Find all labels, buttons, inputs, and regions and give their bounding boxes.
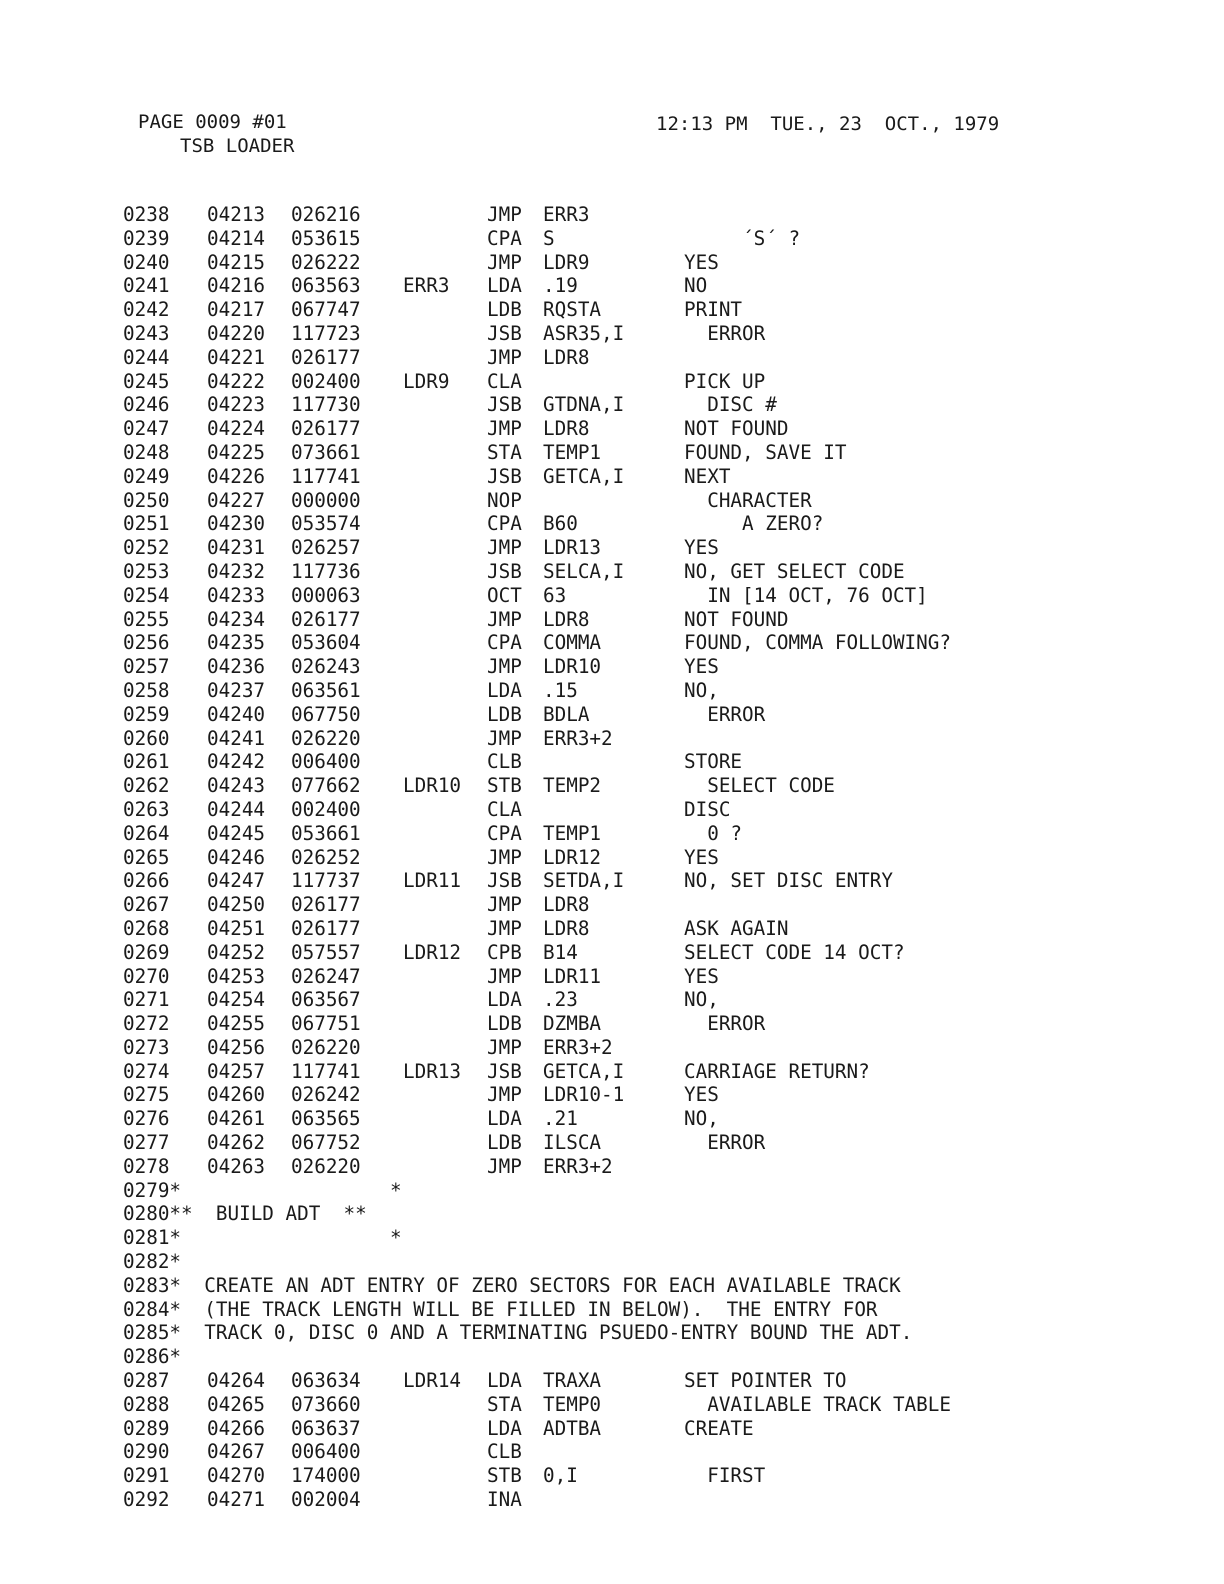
comment: NO, GET SELECT CODE <box>684 559 905 583</box>
opcode: JMP <box>487 1083 522 1107</box>
operand: ERR3+2 <box>543 1154 613 1178</box>
operand: ERR3+2 <box>543 726 613 750</box>
address: 04234 <box>207 607 266 631</box>
opcode: JMP <box>487 345 522 369</box>
operand: LDR8 <box>543 417 590 441</box>
line-number: 0265 <box>123 845 170 869</box>
operand: ERR3+2 <box>543 1035 613 1059</box>
address: 04230 <box>207 512 266 536</box>
line-number: 0251 <box>123 512 170 536</box>
comment: NO, <box>684 1107 719 1131</box>
address: 04220 <box>207 321 266 345</box>
address: 04262 <box>207 1131 266 1155</box>
line-number: 0246 <box>123 393 170 417</box>
address: 04256 <box>207 1035 266 1059</box>
object-code: 026177 <box>291 893 361 917</box>
comment: STORE <box>684 750 743 774</box>
line-number: 0290 <box>123 1440 170 1464</box>
opcode: JSB <box>487 869 522 893</box>
address: 04233 <box>207 583 266 607</box>
line-number: 0275 <box>123 1083 170 1107</box>
opcode: STA <box>487 440 522 464</box>
comment: ERROR <box>684 1131 766 1155</box>
comment: NO <box>684 274 708 298</box>
operand: 63 <box>543 583 567 607</box>
line-number: 0287 <box>123 1369 170 1393</box>
object-code: 063565 <box>291 1107 361 1131</box>
operand: SETDA,I <box>543 869 625 893</box>
object-code: 063567 <box>291 988 361 1012</box>
comment: NOT FOUND <box>684 607 789 631</box>
line-number: 0245 <box>123 369 170 393</box>
object-code: 053604 <box>291 631 361 655</box>
label: LDR10 <box>403 774 462 798</box>
label: LDR13 <box>403 1059 462 1083</box>
operand: .21 <box>543 1107 578 1131</box>
operand: LDR8 <box>543 345 590 369</box>
line-number: 0288 <box>123 1392 170 1416</box>
opcode: CPA <box>487 821 522 845</box>
line-number: 0268 <box>123 916 170 940</box>
line-number: 0269 <box>123 940 170 964</box>
operand: GETCA,I <box>543 464 625 488</box>
address: 04247 <box>207 869 266 893</box>
address: 04243 <box>207 774 266 798</box>
comment: ASK AGAIN <box>684 916 789 940</box>
label: ERR3 <box>403 274 450 298</box>
opcode: LDB <box>487 1131 522 1155</box>
address: 04237 <box>207 678 266 702</box>
comment-text: 0284* (THE TRACK LENGTH WILL BE FILLED IN BELOW). THE ENTRY FOR <box>123 1297 878 1321</box>
opcode: OCT <box>487 583 522 607</box>
object-code: 077662 <box>291 774 361 798</box>
object-code: 002004 <box>291 1488 361 1512</box>
address: 04242 <box>207 750 266 774</box>
address: 04213 <box>207 203 266 226</box>
opcode: JMP <box>487 607 522 631</box>
comment: DISC # <box>684 393 777 417</box>
operand: GTDNA,I <box>543 393 625 417</box>
opcode: LDA <box>487 274 522 298</box>
line-number: 0263 <box>123 797 170 821</box>
line-number: 0249 <box>123 464 170 488</box>
comment-text: 0286* <box>123 1345 182 1369</box>
opcode: JMP <box>487 655 522 679</box>
address: 04241 <box>207 726 266 750</box>
address: 04214 <box>207 226 266 250</box>
address: 04263 <box>207 1154 266 1178</box>
comment: FOUND, SAVE IT <box>684 440 847 464</box>
line-number: 0241 <box>123 274 170 298</box>
address: 04223 <box>207 393 266 417</box>
line-number: 0271 <box>123 988 170 1012</box>
operand: ERR3 <box>543 203 590 226</box>
line-number: 0291 <box>123 1464 170 1488</box>
opcode: NOP <box>487 488 522 512</box>
object-code: 026222 <box>291 250 361 274</box>
operand: S <box>543 226 555 250</box>
comment: YES <box>684 655 719 679</box>
comment: YES <box>684 250 719 274</box>
opcode: LDA <box>487 1107 522 1131</box>
object-code: 026220 <box>291 726 361 750</box>
address: 04231 <box>207 536 266 560</box>
comment: NO, <box>684 988 719 1012</box>
object-code: 002400 <box>291 797 361 821</box>
operand: DZMBA <box>543 1012 602 1036</box>
opcode: JMP <box>487 1035 522 1059</box>
object-code: 063634 <box>291 1369 361 1393</box>
opcode: JMP <box>487 250 522 274</box>
line-number: 0254 <box>123 583 170 607</box>
comment: FOUND, COMMA FOLLOWING? <box>684 631 951 655</box>
object-code: 117741 <box>291 1059 361 1083</box>
comment: 0 ? <box>684 821 743 845</box>
address: 04217 <box>207 298 266 322</box>
opcode: JMP <box>487 845 522 869</box>
comment: PRINT <box>684 298 743 322</box>
comment: DISC <box>684 797 731 821</box>
operand: LDR12 <box>543 845 602 869</box>
address: 04257 <box>207 1059 266 1083</box>
operand: TEMP2 <box>543 774 602 798</box>
line-number: 0256 <box>123 631 170 655</box>
object-code: 000063 <box>291 583 361 607</box>
address: 04264 <box>207 1369 266 1393</box>
address: 04270 <box>207 1464 266 1488</box>
opcode: STB <box>487 1464 522 1488</box>
line-number: 0267 <box>123 893 170 917</box>
opcode: JSB <box>487 393 522 417</box>
object-code: 026220 <box>291 1154 361 1178</box>
opcode: CLB <box>487 1440 522 1464</box>
operand: 0,I <box>543 1464 578 1488</box>
opcode: JSB <box>487 464 522 488</box>
line-number: 0260 <box>123 726 170 750</box>
opcode: CPA <box>487 631 522 655</box>
address: 04224 <box>207 417 266 441</box>
object-code: 053661 <box>291 821 361 845</box>
opcode: JMP <box>487 1154 522 1178</box>
comment: ´S´ ? <box>684 226 801 250</box>
object-code: 026252 <box>291 845 361 869</box>
address: 04225 <box>207 440 266 464</box>
line-number: 0243 <box>123 321 170 345</box>
program-title: TSB LOADER <box>180 135 295 157</box>
opcode: CPB <box>487 940 522 964</box>
address: 04235 <box>207 631 266 655</box>
address: 04222 <box>207 369 266 393</box>
operand: RQSTA <box>543 298 602 322</box>
operand: .15 <box>543 678 578 702</box>
line-number: 0252 <box>123 536 170 560</box>
address: 04255 <box>207 1012 266 1036</box>
object-code: 117737 <box>291 869 361 893</box>
operand: LDR8 <box>543 607 590 631</box>
opcode: LDB <box>487 702 522 726</box>
line-number: 0248 <box>123 440 170 464</box>
opcode: CPA <box>487 512 522 536</box>
line-number: 0289 <box>123 1416 170 1440</box>
comment: CARRIAGE RETURN? <box>684 1059 870 1083</box>
address: 04251 <box>207 916 266 940</box>
comment: NO, SET DISC ENTRY <box>684 869 893 893</box>
comment: ERROR <box>684 702 766 726</box>
operand: GETCA,I <box>543 1059 625 1083</box>
address: 04271 <box>207 1488 266 1512</box>
line-number: 0240 <box>123 250 170 274</box>
comment: SELECT CODE <box>684 774 835 798</box>
object-code: 026177 <box>291 916 361 940</box>
opcode: JMP <box>487 964 522 988</box>
opcode: CLA <box>487 369 522 393</box>
line-number: 0253 <box>123 559 170 583</box>
comment: YES <box>684 536 719 560</box>
object-code: 073660 <box>291 1392 361 1416</box>
line-number: 0272 <box>123 1012 170 1036</box>
line-number: 0278 <box>123 1154 170 1178</box>
address: 04265 <box>207 1392 266 1416</box>
operand: TRAXA <box>543 1369 602 1393</box>
line-number: 0242 <box>123 298 170 322</box>
address: 04215 <box>207 250 266 274</box>
opcode: JMP <box>487 726 522 750</box>
comment: YES <box>684 845 719 869</box>
line-number: 0247 <box>123 417 170 441</box>
object-code: 026177 <box>291 417 361 441</box>
object-code: 063637 <box>291 1416 361 1440</box>
line-number: 0292 <box>123 1488 170 1512</box>
address: 04245 <box>207 821 266 845</box>
print-datetime: 12:13 PM TUE., 23 OCT., 1979 <box>656 113 1000 135</box>
object-code: 117730 <box>291 393 361 417</box>
object-code: 117741 <box>291 464 361 488</box>
object-code: 117736 <box>291 559 361 583</box>
opcode: LDA <box>487 678 522 702</box>
line-number: 0258 <box>123 678 170 702</box>
comment-text: 0282* <box>123 1250 182 1274</box>
address: 04252 <box>207 940 266 964</box>
comment: NEXT <box>684 464 731 488</box>
address: 04260 <box>207 1083 266 1107</box>
operand: LDR8 <box>543 893 590 917</box>
object-code: 063563 <box>291 274 361 298</box>
opcode: LDA <box>487 988 522 1012</box>
line-number: 0238 <box>123 203 170 226</box>
line-number: 0262 <box>123 774 170 798</box>
object-code: 000000 <box>291 488 361 512</box>
object-code: 026177 <box>291 345 361 369</box>
operand: LDR10-1 <box>543 1083 625 1107</box>
object-code: 006400 <box>291 1440 361 1464</box>
address: 04244 <box>207 797 266 821</box>
opcode: JSB <box>487 321 522 345</box>
address: 04226 <box>207 464 266 488</box>
operand: BDLA <box>543 702 590 726</box>
comment: CREATE <box>684 1416 754 1440</box>
object-code: 067752 <box>291 1131 361 1155</box>
line-number: 0270 <box>123 964 170 988</box>
object-code: 026177 <box>291 607 361 631</box>
address: 04254 <box>207 988 266 1012</box>
comment: A ZERO? <box>684 512 824 536</box>
opcode: CLA <box>487 797 522 821</box>
comment-text: 0279* * <box>123 1178 402 1202</box>
comment: IN [14 OCT, 76 OCT] <box>684 583 928 607</box>
line-number: 0274 <box>123 1059 170 1083</box>
object-code: 063561 <box>291 678 361 702</box>
opcode: LDB <box>487 298 522 322</box>
operand: TEMP1 <box>543 821 602 845</box>
opcode: CLB <box>487 750 522 774</box>
operand: LDR8 <box>543 916 590 940</box>
opcode: LDA <box>487 1369 522 1393</box>
comment: CHARACTER <box>684 488 812 512</box>
operand: B14 <box>543 940 578 964</box>
line-number: 0257 <box>123 655 170 679</box>
line-number: 0250 <box>123 488 170 512</box>
page-number: PAGE 0009 #01 <box>138 111 287 133</box>
address: 04236 <box>207 655 266 679</box>
opcode: JSB <box>487 1059 522 1083</box>
object-code: 026242 <box>291 1083 361 1107</box>
comment: ERROR <box>684 321 766 345</box>
comment: YES <box>684 1083 719 1107</box>
comment: FIRST <box>684 1464 766 1488</box>
object-code: 067750 <box>291 702 361 726</box>
object-code: 026216 <box>291 203 361 226</box>
comment-text: 0283* CREATE AN ADT ENTRY OF ZERO SECTORS FOR EACH AVAILABLE TRACK <box>123 1273 901 1297</box>
object-code: 053615 <box>291 226 361 250</box>
operand: SELCA,I <box>543 559 625 583</box>
label: LDR12 <box>403 940 462 964</box>
opcode: STB <box>487 774 522 798</box>
operand: TEMP0 <box>543 1392 602 1416</box>
address: 04227 <box>207 488 266 512</box>
opcode: JMP <box>487 203 522 226</box>
line-number: 0239 <box>123 226 170 250</box>
address: 04232 <box>207 559 266 583</box>
object-code: 006400 <box>291 750 361 774</box>
line-number: 0244 <box>123 345 170 369</box>
address: 04253 <box>207 964 266 988</box>
object-code: 067751 <box>291 1012 361 1036</box>
comment: YES <box>684 964 719 988</box>
operand: LDR9 <box>543 250 590 274</box>
label: LDR14 <box>403 1369 462 1393</box>
opcode: STA <box>487 1392 522 1416</box>
operand: LDR10 <box>543 655 602 679</box>
line-number: 0259 <box>123 702 170 726</box>
comment-text: 0281* * <box>123 1226 402 1250</box>
object-code: 067747 <box>291 298 361 322</box>
object-code: 026257 <box>291 536 361 560</box>
object-code: 117723 <box>291 321 361 345</box>
line-number: 0266 <box>123 869 170 893</box>
label: LDR9 <box>403 369 450 393</box>
object-code: 057557 <box>291 940 361 964</box>
operand: B60 <box>543 512 578 536</box>
operand: .19 <box>543 274 578 298</box>
comment-text: 0285* TRACK 0, DISC 0 AND A TERMINATING PSUEDO-ENTRY BOUND THE ADT. <box>123 1321 913 1345</box>
line-number: 0273 <box>123 1035 170 1059</box>
operand: TEMP1 <box>543 440 602 464</box>
line-number: 0261 <box>123 750 170 774</box>
address: 04216 <box>207 274 266 298</box>
opcode: JMP <box>487 916 522 940</box>
comment: NO, <box>684 678 719 702</box>
address: 04261 <box>207 1107 266 1131</box>
line-number: 0276 <box>123 1107 170 1131</box>
comment: AVAILABLE TRACK TABLE <box>684 1392 951 1416</box>
operand: COMMA <box>543 631 602 655</box>
comment: PICK UP <box>684 369 766 393</box>
comment: SELECT CODE 14 OCT? <box>684 940 905 964</box>
opcode: INA <box>487 1488 522 1512</box>
opcode: JSB <box>487 559 522 583</box>
address: 04267 <box>207 1440 266 1464</box>
address: 04221 <box>207 345 266 369</box>
address: 04246 <box>207 845 266 869</box>
address: 04250 <box>207 893 266 917</box>
line-number: 0255 <box>123 607 170 631</box>
object-code: 002400 <box>291 369 361 393</box>
object-code: 026220 <box>291 1035 361 1059</box>
opcode: LDA <box>487 1416 522 1440</box>
object-code: 026247 <box>291 964 361 988</box>
object-code: 073661 <box>291 440 361 464</box>
operand: LDR11 <box>543 964 602 988</box>
comment: ERROR <box>684 1012 766 1036</box>
object-code: 026243 <box>291 655 361 679</box>
comment-text: 0280** BUILD ADT ** <box>123 1202 367 1226</box>
operand: ASR35,I <box>543 321 625 345</box>
address: 04240 <box>207 702 266 726</box>
line-number: 0264 <box>123 821 170 845</box>
opcode: JMP <box>487 417 522 441</box>
operand: ILSCA <box>543 1131 602 1155</box>
address: 04266 <box>207 1416 266 1440</box>
operand: ADTBA <box>543 1416 602 1440</box>
object-code: 174000 <box>291 1464 361 1488</box>
opcode: JMP <box>487 536 522 560</box>
label: LDR11 <box>403 869 462 893</box>
opcode: CPA <box>487 226 522 250</box>
comment: SET POINTER TO <box>684 1369 847 1393</box>
line-number: 0277 <box>123 1131 170 1155</box>
object-code: 053574 <box>291 512 361 536</box>
opcode: JMP <box>487 893 522 917</box>
comment: NOT FOUND <box>684 417 789 441</box>
operand: LDR13 <box>543 536 602 560</box>
operand: .23 <box>543 988 578 1012</box>
opcode: LDB <box>487 1012 522 1036</box>
